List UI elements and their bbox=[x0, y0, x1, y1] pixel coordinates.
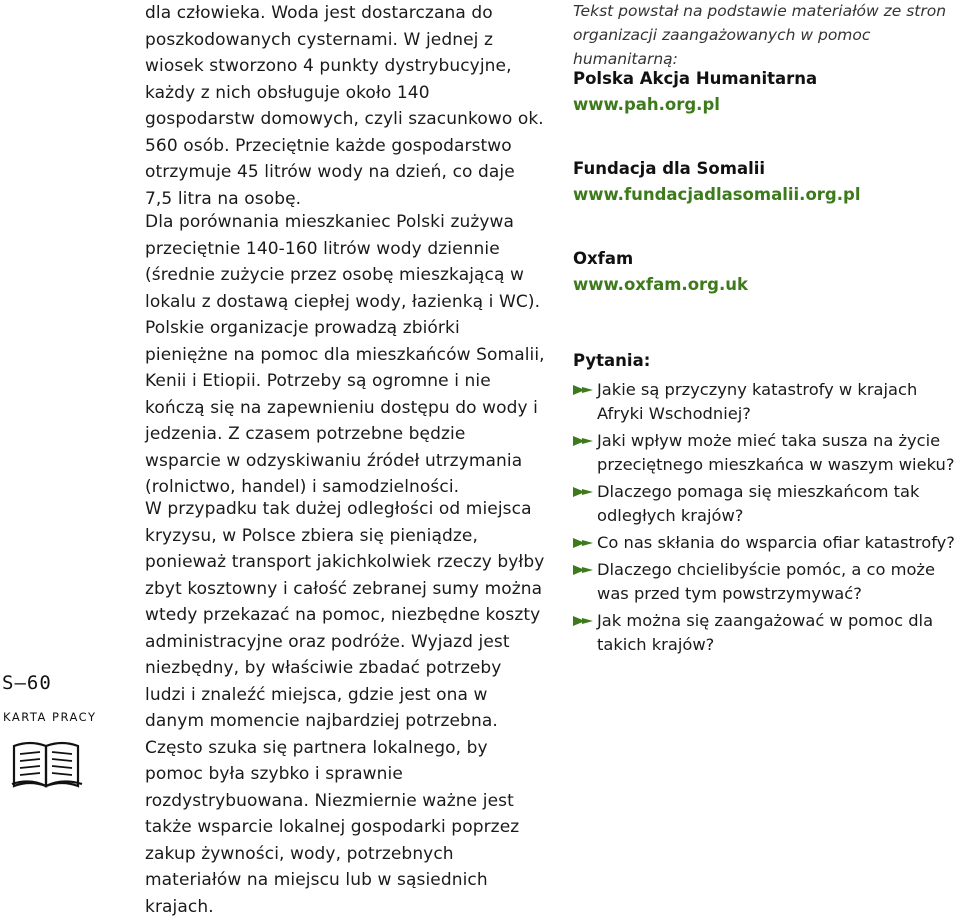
arrow-right-icon bbox=[572, 382, 594, 398]
organization-link[interactable]: www.oxfam.org.uk bbox=[573, 275, 748, 294]
question-item bbox=[573, 558, 960, 606]
question-item bbox=[573, 609, 960, 657]
arrow-right-icon bbox=[572, 433, 594, 449]
worksheet-badge bbox=[0, 672, 110, 812]
paragraph-1: dla człowieka. Woda jest dostarczana do poszkodowanych cysternami. W jednej z wiosek stworzono 4 punkty dystrybucyjne, każdy z nich obsługuje około 140 gospodarstw domowych, czyli szacunkowo ok. 560 osób. Przeciętnie każde gospodarstwo otrzymuje 45 litrów wody na dzień, co daje 7,5 litra na osobę. bbox=[145, 3, 544, 209]
worksheet-label: KARTA PRACY bbox=[3, 710, 97, 724]
question-text: Jaki wpływ może mieć taka susza na życie przeciętnego mieszkańca w waszym wieku? bbox=[597, 431, 955, 474]
questions-heading: Pytania: bbox=[573, 351, 651, 370]
paragraph-2: Dla porównania mieszkaniec Polski zużywa przeciętnie 140-160 litrów wody dziennie (średnie zużycie przez osobę mieszkającą w lokalu z dostawą ciepłej wody, łazienką i WC). Polskie organizacje prowadzą zbiórki pieniężne na pomoc dla mieszkańców Somalii, Kenii i Etiopii. Potrzeby są ogromne i nie kończą się na zapewnieniu dostępu do wody i jedzenia. Z czasem potrzebne będzie wsparcie w odzyskiwaniu źródeł utrzymania (rolnictwo, handel) i samodzielności. bbox=[145, 212, 545, 497]
arrow-right-icon bbox=[572, 484, 594, 500]
question-text: Dlaczego pomaga się mieszkańcom tak odległych krajów? bbox=[597, 482, 920, 525]
paragraph-3: W przypadku tak dużej odległości od miejsca kryzysu, w Polsce zbiera się pieniądze, ponieważ transport jakichkolwiek rzeczy byłby zbyt kosztowny i całość zebranej sumy można wtedy przekazać na pomoc, niezbędne koszty administracyjne oraz podróże. Wyjazd jest niezbędny, by właściwie zbadać potrzeby ludzi i znaleźć miejsca, gdzie jest ona w danym momencie najbardziej potrzebna. Często szuka się partnera lokalnego, by pomoc była szybko i sprawnie rozdystrybuowana. Niezmiernie ważne jest także wsparcie lokalnej gospodarki poprzez zakup żywności, wody, potrzebnych materiałów na miejscu lub w sąsiednich krajach. bbox=[145, 499, 545, 917]
worksheet-code: S–60 bbox=[2, 672, 52, 694]
organization-link[interactable]: www.pah.org.pl bbox=[573, 95, 720, 114]
arrow-right-icon bbox=[572, 535, 594, 551]
sources-intro: Tekst powstał na podstawie materiałów ze stron organizacji zaangażowanych w pomoc humanitarną: bbox=[573, 2, 947, 68]
arrow-right-icon bbox=[572, 562, 594, 578]
question-item bbox=[573, 531, 960, 555]
organization-name: Fundacja dla Somalii bbox=[573, 159, 766, 178]
organization-link[interactable]: www.fundacjadlasomalii.org.pl bbox=[573, 185, 861, 204]
question-text: Jak można się zaangażować w pomoc dla takich krajów? bbox=[597, 611, 934, 654]
question-item bbox=[573, 429, 960, 477]
organization-name: Polska Akcja Humanitarna bbox=[573, 69, 818, 88]
question-text: Co nas skłania do wsparcia ofiar katastrofy? bbox=[597, 533, 955, 552]
question-item bbox=[573, 480, 960, 528]
question-text: Jakie są przyczyny katastrofy w krajach Afryki Wschodniej? bbox=[597, 380, 918, 423]
organization-oxfam bbox=[573, 246, 953, 298]
organization-fundacja bbox=[573, 156, 953, 208]
question-text: Dlaczego chcielibyście pomóc, a co może was przed tym powstrzymywać? bbox=[597, 560, 935, 603]
question-item bbox=[573, 378, 960, 426]
arrow-right-icon bbox=[572, 613, 594, 629]
book-icon bbox=[10, 738, 84, 790]
organization-name: Oxfam bbox=[573, 249, 634, 268]
organization-pah bbox=[573, 66, 953, 118]
questions-list bbox=[573, 378, 960, 660]
